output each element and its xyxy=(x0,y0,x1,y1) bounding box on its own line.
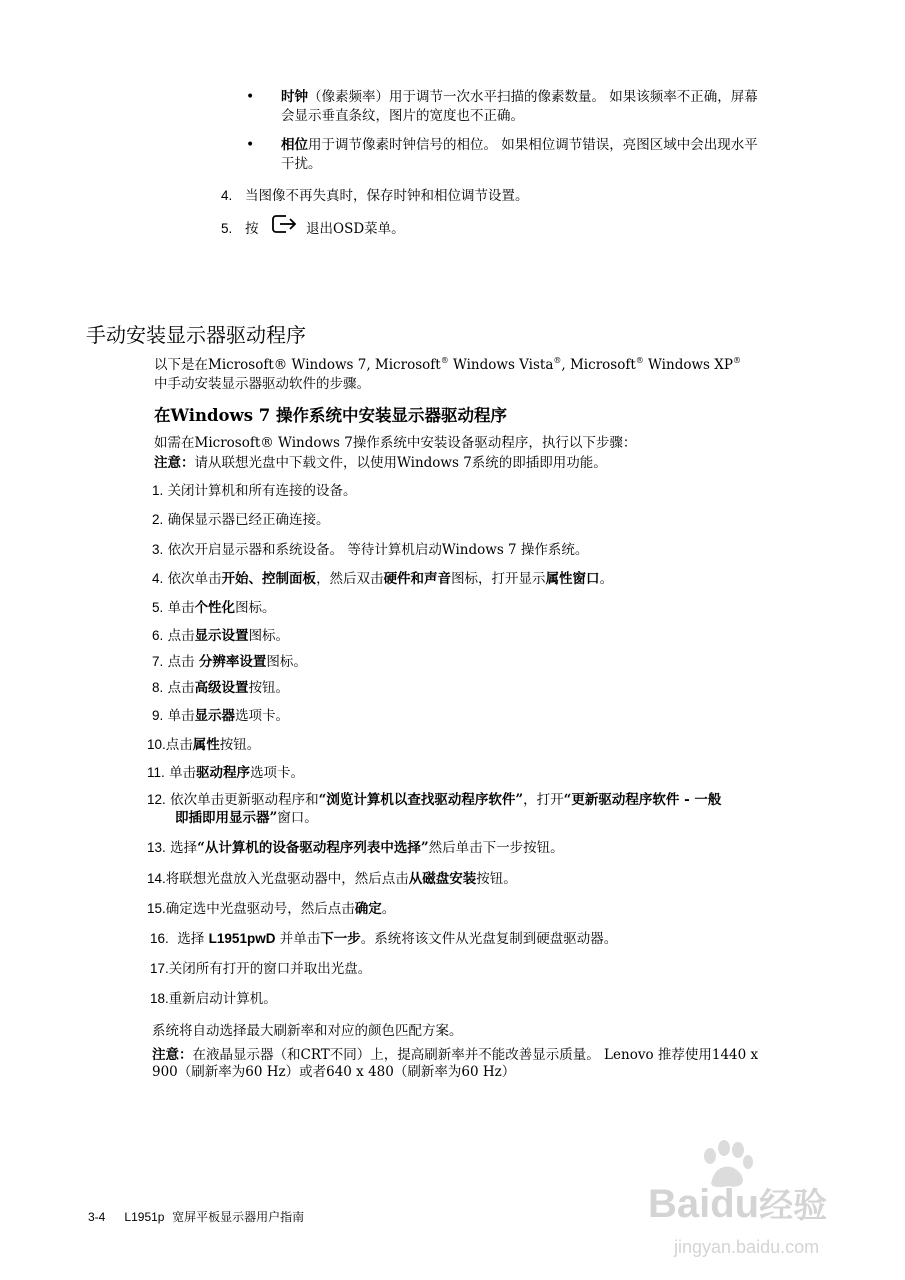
note-1: 注意：请从联想光盘中下载文件，以使用Windows 7系统的即插即用功能。 xyxy=(154,455,607,471)
footer: 3-4 L1951p 宽屏平板显示器用户指南 xyxy=(88,1210,305,1224)
summary-text: 系统将自动选择最大刷新率和对应的颜色匹配方案。 xyxy=(152,1023,463,1039)
bullet-dot: • xyxy=(246,137,255,153)
step-13: 13. 选择“从计算机的设备驱动程序列表中选择”然后单击下一步按钮。 xyxy=(147,840,564,856)
note-2-line2: 900（刷新率为60 Hz）或者640 x 480（刷新率为60 Hz） xyxy=(152,1064,516,1080)
bullet-phase: 相位用于调节像素时钟信号的相位。 如果相位调节错误，亮图区域中会出现水平 xyxy=(281,137,758,153)
step-11: 11. 单击驱动程序选项卡。 xyxy=(147,765,305,781)
note-2: 注意：在液晶显示器（和CRT不同）上，提高刷新率并不能改善显示质量。 Lenovo 推荐使用1440 x xyxy=(152,1047,759,1063)
step-5: 5. 单击个性化图标。 xyxy=(152,600,276,616)
step-3: 3. 依次开启显示器和系统设备。 等待计算机启动Windows 7 操作系统。 xyxy=(152,542,589,558)
step-7: 7. 点击 分辨率设置图标。 xyxy=(152,654,307,670)
step-16: 16. 选择 L1951pwD 并单击下一步。系统将该文件从光盘复制到硬盘驱动器。 xyxy=(150,931,618,947)
intro-line1: 以下是在Microsoft® Windows 7, Microsoft® Windows Vista®, Microsoft® Windows XP® xyxy=(154,356,741,373)
bullet-dot: • xyxy=(246,89,255,105)
exit-icon xyxy=(270,213,300,235)
step-text: 退出OSD菜单。 xyxy=(306,221,405,237)
step-1: 1. 关闭计算机和所有连接的设备。 xyxy=(152,483,357,499)
step-15: 15.确定选中光盘驱动号，然后点击确定。 xyxy=(147,901,396,917)
step-6: 6. 点击显示设置图标。 xyxy=(152,628,290,644)
bullet-phase-line2: 干扰。 xyxy=(281,156,322,172)
step-text: 当图像不再失真时，保存时钟和相位调节设置。 xyxy=(245,188,529,204)
step-12-line2: 即插即用显示器”窗口。 xyxy=(175,810,318,826)
step-10: 10.点击属性按钮。 xyxy=(147,737,261,753)
bullet-clock: 时钟（像素频率）用于调节一次水平扫描的像素数量。 如果该频率不正确，屏幕 xyxy=(281,89,758,105)
step-text: 按 xyxy=(245,221,259,237)
step-18: 18.重新启动计算机。 xyxy=(150,991,277,1007)
step-12: 12. 依次单击更新驱动程序和“浏览计算机以查找驱动程序软件”，打开“更新驱动程序软件 - 一般 xyxy=(147,792,722,808)
step-number: 4. xyxy=(221,188,233,203)
step-2: 2. 确保显示器已经正确连接。 xyxy=(152,512,330,528)
baidu-watermark: Baidu经验 jingyan.baidu.com xyxy=(640,1140,870,1275)
section-title: 手动安装显示器驱动程序 xyxy=(86,323,306,347)
step-14: 14.将联想光盘放入光盘驱动器中，然后点击从磁盘安装按钮。 xyxy=(147,871,517,887)
intro-line2: 中手动安装显示器驱动软件的步骤。 xyxy=(154,376,370,392)
step-9: 9. 单击显示器选项卡。 xyxy=(152,708,290,724)
subsection-title: 在Windows 7 操作系统中安装显示器驱动程序 xyxy=(154,406,508,425)
step-8: 8. 点击高级设置按钮。 xyxy=(152,680,290,696)
step-4: 4. 依次单击开始、控制面板，然后双击硬件和声音图标，打开显示属性窗口。 xyxy=(152,571,614,587)
step-17: 17.关闭所有打开的窗口并取出光盘。 xyxy=(150,961,372,977)
bullet-clock-line2: 会显示垂直条纹，图片的宽度也不正确。 xyxy=(281,108,524,124)
step-number: 5. xyxy=(221,221,233,236)
lead-text: 如需在Microsoft® Windows 7操作系统中安装设备驱动程序，执行以下步骤： xyxy=(154,435,637,451)
